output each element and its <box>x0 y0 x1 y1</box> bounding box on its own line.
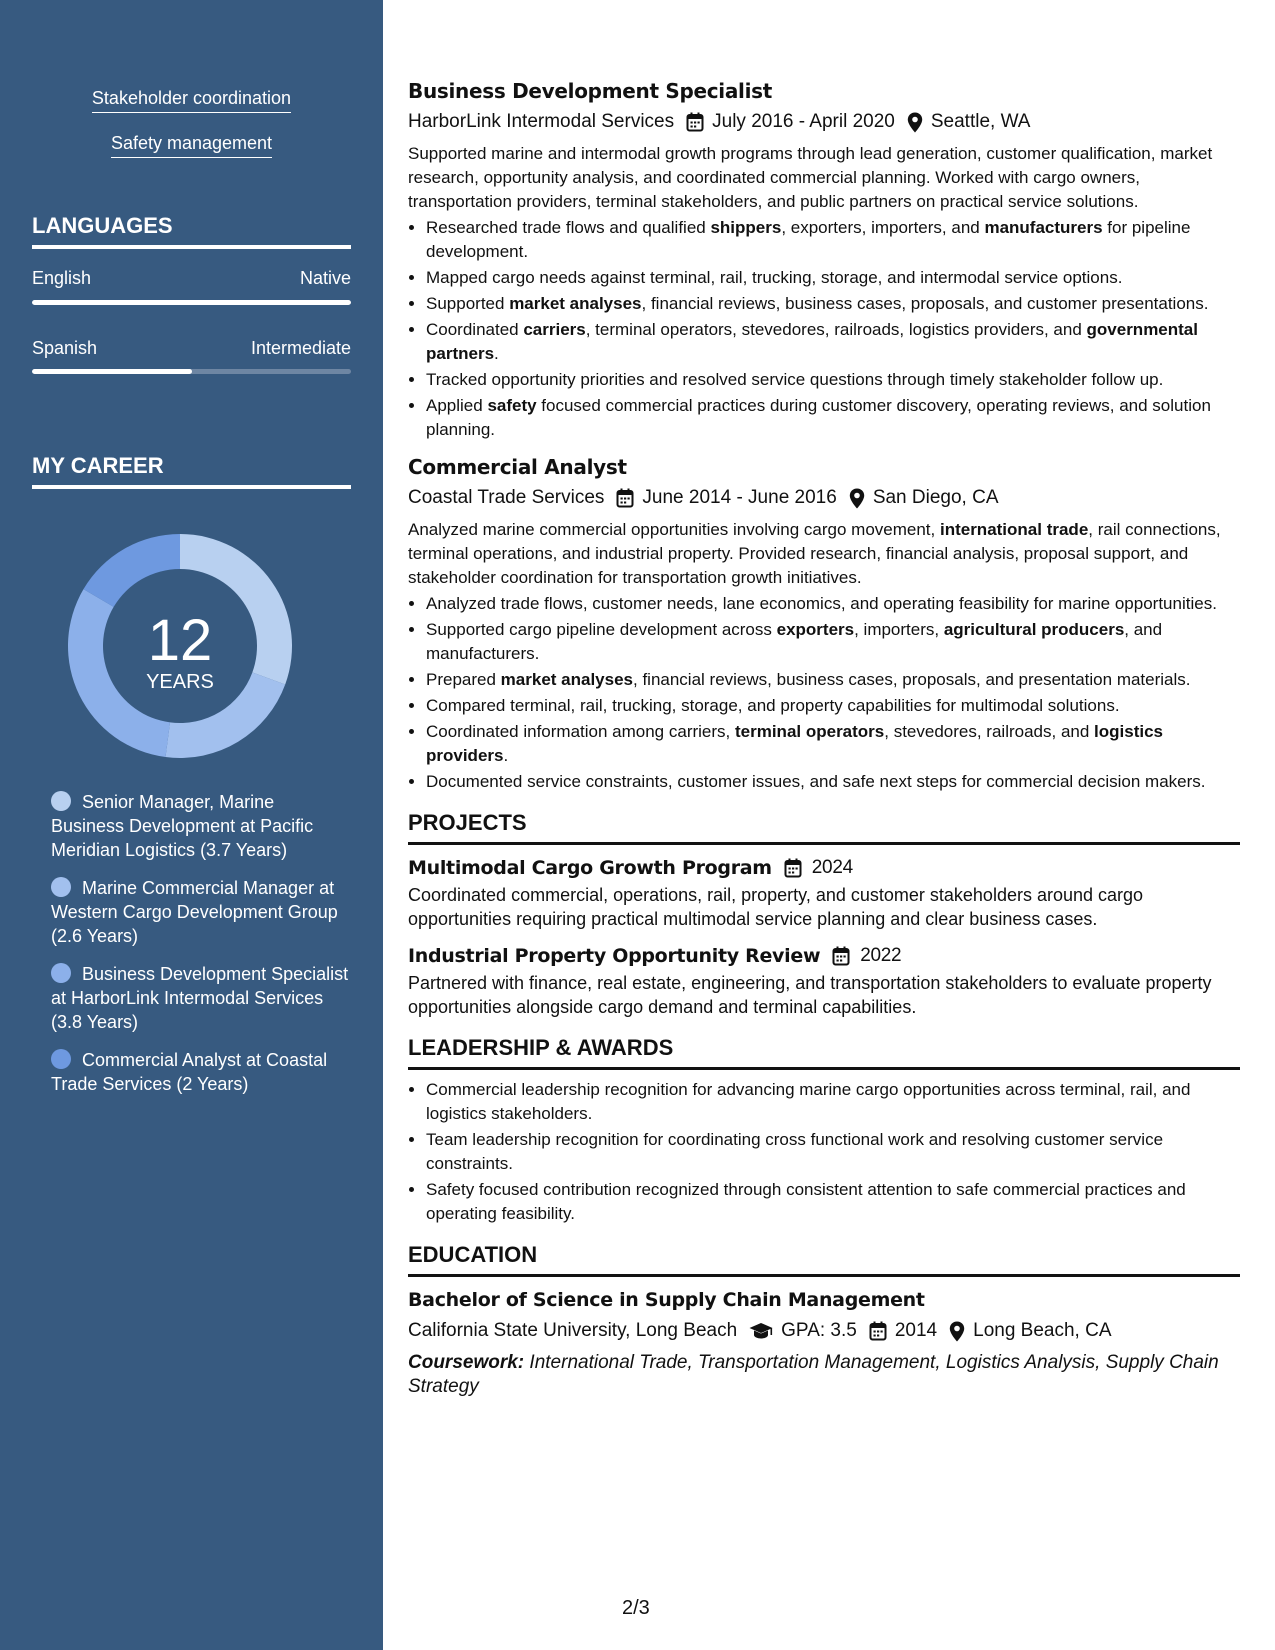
coursework-list: International Trade, Transportation Management, Logistics Analysis, Supply Chain Strategy <box>408 1352 1219 1397</box>
experience-entry <box>408 452 1240 794</box>
career-dot <box>51 1049 71 1069</box>
job-meta <box>408 482 1240 514</box>
job-summary: Supported marine and intermodal growth programs through lead generation, customer qualification, market research, opportunity analysis, and coordinated commercial planning. Worked with cargo owners, transportation providers, terminal stakeholders, and public partners on practical service solutions. <box>408 144 1213 211</box>
bullet-item: • Supported cargo pipeline development across exporters, importers, agricultural producers, and manufacturers. <box>426 618 1240 666</box>
project-title: Multimodal Cargo Growth Program <box>408 857 772 879</box>
career-item: Marine Commercial Manager at Western Cargo Development Group (2.6 Years) <box>51 878 338 946</box>
career-dot <box>51 877 71 897</box>
bullet-item: • Team leadership recognition for coordinating cross functional work and resolving customer service constraints. <box>426 1128 1240 1176</box>
project-entry <box>408 941 1240 1019</box>
career-item: Business Development Specialist at HarborLink Intermodal Services (3.8 Years) <box>51 964 349 1032</box>
gpa: GPA: 3.5 <box>781 1320 857 1341</box>
graduation-year: 2014 <box>894 1320 938 1341</box>
bullet-item: • Documented service constraints, customer issues, and safe next steps for commercial decision makers. <box>426 770 1240 794</box>
career-dot <box>51 963 71 983</box>
experience-entry <box>408 76 1240 442</box>
bullet-item: • Researched trade flows and qualified shippers, exporters, importers, and manufacturers for pipeline development. <box>426 216 1240 264</box>
skill-tag: Stakeholder coordination <box>0 88 383 113</box>
project-title: Industrial Property Opportunity Review <box>408 945 821 967</box>
career-dot <box>51 791 71 811</box>
job-title: Business Development Specialist <box>408 79 773 103</box>
degree: Bachelor of Science in Supply Chain Management <box>408 1289 925 1311</box>
job-meta <box>408 106 1240 138</box>
languages-heading: LANGUAGES <box>32 213 351 249</box>
map-pin-icon <box>849 488 865 509</box>
coursework-label: Coursework: <box>408 1352 525 1373</box>
language-row <box>32 268 351 289</box>
bullet-item: • Applied safety focused commercial practices during customer discovery, operating reviews, and solution planning. <box>426 394 1240 442</box>
career-total-unit: YEARS <box>146 671 214 693</box>
map-pin-icon <box>949 1321 965 1342</box>
job-location: San Diego, CA <box>872 487 999 508</box>
language-level: Intermediate <box>250 338 351 358</box>
bullet-item: • Tracked opportunity priorities and resolved service questions through timely stakeholder follow up. <box>426 368 1240 392</box>
skill-tag: Safety management <box>0 133 383 158</box>
company-name: Coastal Trade Services <box>408 487 605 508</box>
project-year: 2022 <box>860 945 902 966</box>
language-name: Spanish <box>32 338 98 358</box>
bullet-item: • Safety focused contribution recognized through consistent attention to safe commercial practices and operating feasibility. <box>426 1178 1240 1226</box>
job-summary: Analyzed marine commercial opportunities involving cargo movement, international trade, rail connections, terminal operations, and industrial property. Provided research, financial analysis, proposal support, and stakeholder coordination for transportation growth initiatives. <box>408 520 1221 587</box>
language-row <box>32 338 351 359</box>
projects-heading: PROJECTS <box>408 810 1240 845</box>
coursework <box>408 1351 1240 1399</box>
career-item: Senior Manager, Marine Business Development at Pacific Meridian Logistics (3.7 Years) <box>51 792 314 860</box>
education-meta <box>408 1315 1240 1347</box>
career-donut-chart <box>62 528 298 764</box>
bullet-item: • Compared terminal, rail, trucking, storage, and property capabilities for multimodal solutions. <box>426 694 1240 718</box>
job-bullets <box>426 592 1240 794</box>
career-heading: MY CAREER <box>32 453 351 489</box>
job-dates: July 2016 - April 2020 <box>712 111 895 132</box>
calendar-icon <box>832 946 850 966</box>
education-entry <box>408 1285 1240 1399</box>
job-location: Seattle, WA <box>930 111 1031 132</box>
bullet-item: • Supported market analyses, financial reviews, business cases, proposals, and customer presentations. <box>426 292 1240 316</box>
career-list <box>51 790 351 1110</box>
language-bar <box>32 300 351 305</box>
calendar-icon <box>784 858 802 878</box>
graduation-cap-icon <box>749 1322 773 1340</box>
project-year: 2024 <box>811 857 853 878</box>
bullet-item: • Coordinated information among carriers, terminal operators, stevedores, railroads, and logistics providers. <box>426 720 1240 768</box>
language-bar <box>32 369 351 374</box>
bullet-item: • Prepared market analyses, financial reviews, business cases, proposals, and presentation materials. <box>426 668 1240 692</box>
job-title: Commercial Analyst <box>408 455 627 479</box>
donut-segment <box>83 534 180 607</box>
calendar-icon <box>869 1321 887 1341</box>
calendar-icon <box>616 488 634 508</box>
bullet-item: • Analyzed trade flows, customer needs, lane economics, and operating feasibility for marine opportunities. <box>426 592 1240 616</box>
career-total-number: 12 <box>147 608 213 673</box>
main-content <box>408 76 1240 1399</box>
bullet-item: • Commercial leadership recognition for advancing marine cargo opportunities across terminal, rail, and logistics stakeholders. <box>426 1078 1240 1126</box>
school-location: Long Beach, CA <box>973 1320 1112 1341</box>
leadership-bullets <box>426 1078 1240 1226</box>
sidebar <box>0 0 383 1650</box>
job-dates: June 2014 - June 2016 <box>642 487 837 508</box>
project-title-row <box>408 853 1240 883</box>
career-item: Commercial Analyst at Coastal Trade Services (2 Years) <box>51 1050 328 1094</box>
language-bar-fill <box>32 369 192 374</box>
education-heading: EDUCATION <box>408 1242 1240 1277</box>
company-name: HarborLink Intermodal Services <box>408 111 675 132</box>
project-entry <box>408 853 1240 931</box>
job-bullets <box>426 216 1240 442</box>
language-name: English <box>32 268 92 288</box>
project-description: Coordinated commercial, operations, rail, property, and customer stakeholders around cargo opportunities requiring practical multimodal service planning and clear business cases. <box>408 885 1144 929</box>
leadership-heading: LEADERSHIP & AWARDS <box>408 1035 1240 1070</box>
language-bar-fill <box>32 300 351 305</box>
project-description: Partnered with finance, real estate, engineering, and transportation stakeholders to evaluate property opportunities alongside cargo demand and terminal capabilities. <box>408 973 1212 1017</box>
bullet-item: • Coordinated carriers, terminal operators, stevedores, railroads, logistics providers, and governmental partners. <box>426 318 1240 366</box>
school-name: California State University, Long Beach <box>408 1320 738 1341</box>
bullet-item: • Mapped cargo needs against terminal, rail, trucking, storage, and intermodal service options. <box>426 266 1240 290</box>
language-level: Native <box>299 268 351 288</box>
map-pin-icon <box>907 112 923 133</box>
project-title-row <box>408 941 1240 971</box>
calendar-icon <box>686 112 704 132</box>
